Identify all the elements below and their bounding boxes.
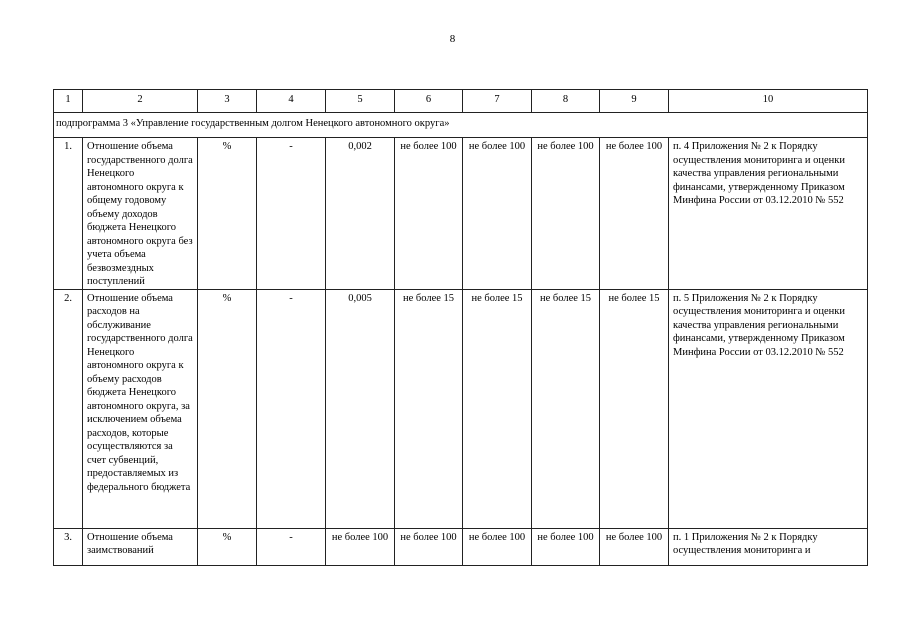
value-cell-5: 0,005 (326, 289, 395, 528)
value-cell-7: не более 15 (463, 289, 532, 528)
row-number: 1. (54, 138, 83, 290)
section-row (54, 113, 868, 138)
column-number: 9 (600, 90, 669, 113)
unit-cell: % (198, 289, 257, 528)
row-number: 2. (54, 289, 83, 528)
column-number: 1 (54, 90, 83, 113)
value-cell-8: не более 15 (532, 289, 600, 528)
column-number: 7 (463, 90, 532, 113)
column-number: 5 (326, 90, 395, 113)
value-cell-6: не более 100 (395, 528, 463, 565)
indicator-name: Отношение объема государственного долга Ненецкого автономного округа к общему годовому объему доходов бюджета Ненецкого автономного округа без учета объема безвозмездных поступлений (83, 138, 198, 290)
column-number-row (54, 90, 868, 113)
value-cell-8: не более 100 (532, 138, 600, 290)
column-number: 6 (395, 90, 463, 113)
unit-cell: % (198, 138, 257, 290)
value-cell-9: не более 100 (600, 138, 669, 290)
row-number: 3. (54, 528, 83, 565)
value-cell-4: - (257, 528, 326, 565)
value-cell-7: не более 100 (463, 528, 532, 565)
indicator-name: Отношение объема заимствований (83, 528, 198, 565)
indicator-name: Отношение объема расходов на обслуживание государственного долга Ненецкого автономного округа к объему расходов бюджета Ненецкого автономного округа, за исключением объема расходов, которые осуществляются за счет субвенций, предоставляемых из федерального бюджета (83, 289, 198, 528)
table-row (54, 528, 868, 565)
table-row (54, 138, 868, 290)
section-title: подпрограмма 3 «Управление государственным долгом Ненецкого автономного округа» (54, 113, 868, 138)
indicators-table (53, 89, 868, 566)
column-number: 8 (532, 90, 600, 113)
value-cell-5: не более 100 (326, 528, 395, 565)
basis-cell: п. 1 Приложения № 2 к Порядку осуществления мониторинга и (669, 528, 868, 565)
column-number: 3 (198, 90, 257, 113)
value-cell-4: - (257, 138, 326, 290)
value-cell-7: не более 100 (463, 138, 532, 290)
value-cell-9: не более 100 (600, 528, 669, 565)
value-cell-6: не более 15 (395, 289, 463, 528)
basis-cell: п. 5 Приложения № 2 к Порядку осуществления мониторинга и оценки качества управления региональными финансами, утвержденному Приказом Минфина России от 03.12.2010 № 552 (669, 289, 868, 528)
page-number: 8 (449, 33, 456, 45)
column-number: 10 (669, 90, 868, 113)
value-cell-8: не более 100 (532, 528, 600, 565)
value-cell-4: - (257, 289, 326, 528)
value-cell-6: не более 100 (395, 138, 463, 290)
value-cell-9: не более 15 (600, 289, 669, 528)
column-number: 4 (257, 90, 326, 113)
value-cell-5: 0,002 (326, 138, 395, 290)
basis-cell: п. 4 Приложения № 2 к Порядку осуществления мониторинга и оценки качества управления региональными финансами, утвержденному Приказом Минфина России от 03.12.2010 № 552 (669, 138, 868, 290)
column-number: 2 (83, 90, 198, 113)
table-row (54, 289, 868, 528)
unit-cell: % (198, 528, 257, 565)
